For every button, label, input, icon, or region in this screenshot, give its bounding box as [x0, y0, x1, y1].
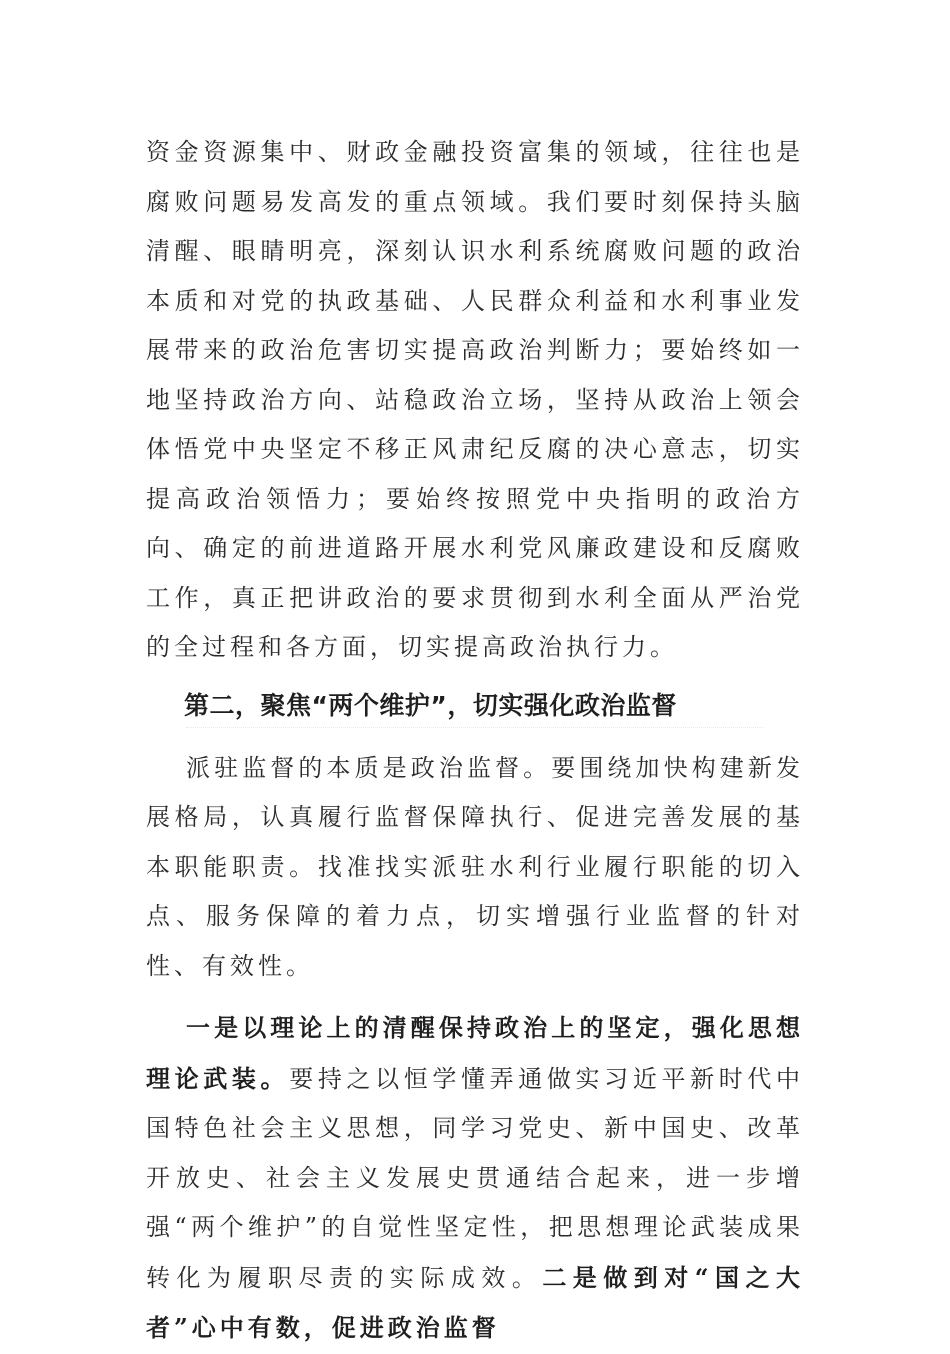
point-two-lead: 二是做到对“国之大者”心中有数，促进政治监督 [146, 1262, 804, 1342]
document-page [146, 128, 804, 1354]
point-one-lead: 一是以理论上的清醒保持政治上的坚定，强化思想理论武装。 [146, 1013, 804, 1093]
paragraph-theory-armament [146, 1003, 804, 1354]
section-heading-political-supervision: 第二，聚焦“两个维护”，切实强化政治监督 [184, 690, 677, 720]
paragraph-resident-supervision: 派驻监督的本质是政治监督。要围绕加快构建新发展格局，认真履行监督保障执行、促进完善发展的基本职能职责。找准找实派驻水利行业履行职能的切入点、服务保障的着力点，切实增强行业监督的针对性、有效性。 [146, 753, 804, 980]
paragraph-political-judgment: 资金资源集中、财政金融投资富集的领域，往往也是腐败问题易发高发的重点领域。我们要时刻保持头脑清醒、眼睛明亮，深刻认识水利系统腐败问题的政治本质和对党的执政基础、人民群众利益和水利事业发展带来的政治危害切实提高政治判断力；要始终如一地坚持政治方向、站稳政治立场，坚持从政治上领会体悟党中央坚定不移正风肃纪反腐的决心意志，切实提高政治领悟力；要始终按照党中央指明的政治方向、确定的前进道路开展水利党风廉政建设和反腐败工作，真正把讲政治的要求贯彻到水利全面从严治党的全过程和各方面，切实提高政治执行力。 [146, 138, 804, 661]
point-one-body: 要持之以恒学懂弄通做实习近平新时代中国特色社会主义思想，同学习党史、新中国史、改革开放史、社会主义发展史贯通结合起来，进一步增强“两个维护”的自觉性坚定性，把思想理论武装成果转化为履职尽责的实际成效。 [146, 1064, 805, 1292]
